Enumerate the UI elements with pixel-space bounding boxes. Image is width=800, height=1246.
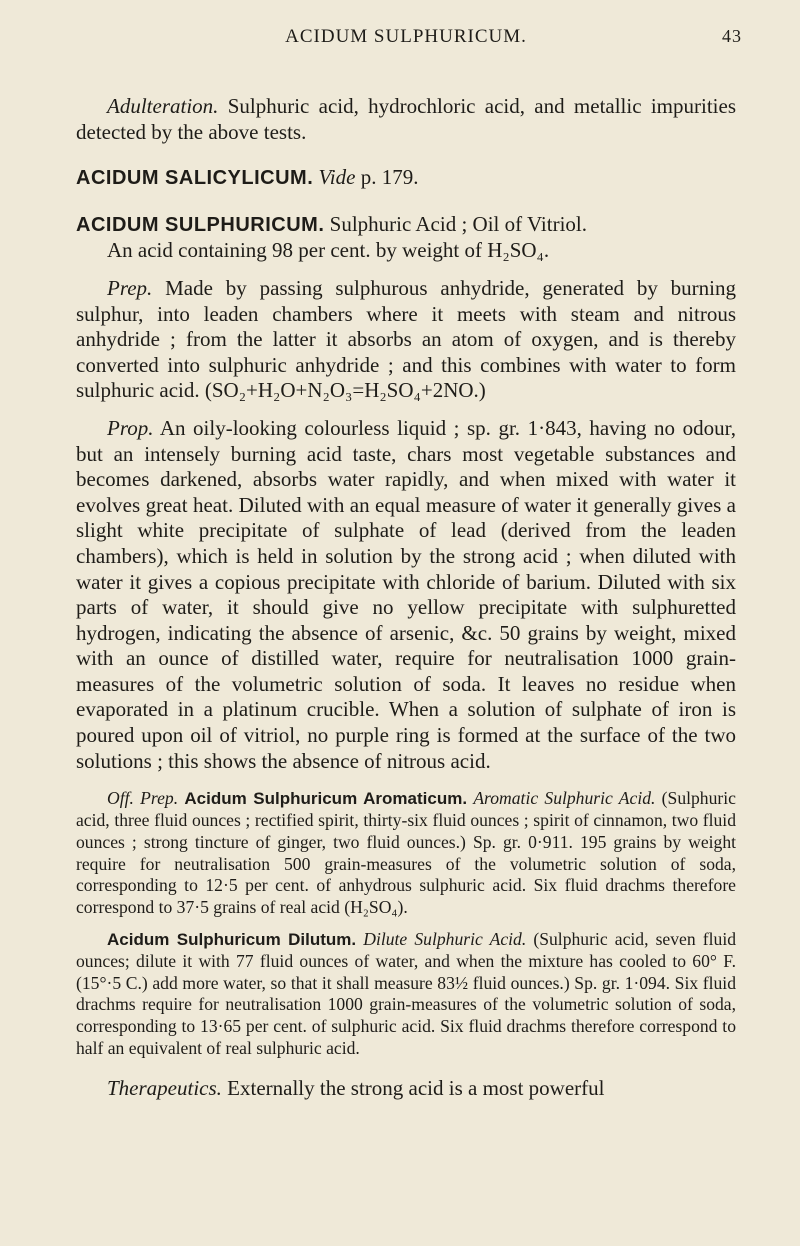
aromatic-text: (Sulphuric acid, three fluid ounces ; rectified spirit, thirty-six fluid ounces ; spirit of cinnamon, two fluid ounces ; strong tincture of ginger, two fluid ounces.) Sp. gr. 0·911. 195 grains by weight require for neutralisation 500 grain-measures of the volumetric solution of soda, corresponding to 12·5 per cent. of anhydrous sulphuric acid. Six fluid drachms therefore correspond to 37·5 grains of real acid (H₂SO₄).	[76, 788, 736, 918]
prep-text: Made by passing sulphurous anhydride, generated by burning sulphur, into leaden chambers where it meets with steam and nitrous anhydride ; from the latter it absorbs an atom of oxygen, and is thereby converted into sulphuric anhydride ; and this combines with water to form sulphuric acid. (SO₂+H₂O+N₂O₃=H₂SO₄+2NO.)	[76, 275, 736, 403]
therapeutics-paragraph	[76, 1076, 736, 1102]
prop-paragraph	[76, 416, 736, 774]
prep-paragraph	[76, 276, 736, 404]
prop-label: Prop.	[107, 415, 154, 440]
prop-text: An oily-looking colourless liquid ; sp. gr. 1·843, having no odour, but an intensely burning acid taste, chars most vegetable substances and becomes darkened, absorbs water rapidly, and when mixed with water it evolves great heat. Diluted with an equal measure of water it generally gives a slight white precipitate of sulphate of lead (derived from the leaden chambers), which is held in solution by the strong acid ; when diluted with water it gives a copious precipitate with chloride of barium. Diluted with six parts of water, it should give no yellow precipitate with sulphuretted hydrogen, indicating the absence of arsenic, &c. 50 grains by weight, mixed with an ounce of distilled water, require for neutralisation 1000 grain-measures of the volumetric solution of soda. It leaves no residue when evaporated in a platinum crucible. When a solution of sulphate of iron is poured upon oil of vitriol, no purple ring is formed at the surface of the two solutions ; this shows the absence of nitrous acid.	[76, 415, 736, 773]
sulphuricum-definition: An acid containing 98 per cent. by weight of H₂SO₄.	[107, 238, 550, 263]
salicylicum-entry	[76, 165, 736, 192]
running-head-title: ACIDUM SULPHURICUM.	[285, 26, 527, 47]
running-head	[76, 26, 742, 66]
dilute-preparation	[76, 929, 736, 1060]
aromatic-name: Acidum Sulphuricum Aromaticum.	[184, 789, 468, 809]
salicylicum-heading: ACIDUM SALICYLICUM.	[76, 167, 314, 190]
therapeutics-text: Externally the strong acid is a most powerful	[221, 1075, 605, 1100]
dilute-text: (Sulphuric acid, seven fluid ounces; dilute it with 77 fluid ounces of water, and when the mixture has cooled to 60° F. (15°·5 C.) add more water, so that it shall measure 83½ fluid ounces.) Sp. gr. 1·094. Six fluid drachms require for neutralisation 1000 grain-measures of the volumetric solution of soda, corresponding to 13·65 per cent. of sulphuric acid. Six fluid drachms therefore correspond to half an equivalent of real sulphuric acid.	[76, 929, 737, 1059]
sulphuricum-heading-line	[76, 212, 736, 239]
dilute-name: Acidum Sulphuricum Dilutum.	[107, 930, 357, 950]
off-prep-label: Off. Prep.	[107, 788, 179, 809]
adulteration-paragraph	[76, 94, 736, 145]
book-page	[76, 0, 742, 1101]
prep-label: Prep.	[107, 275, 153, 300]
main-text	[76, 94, 736, 1101]
adulteration-label: Adulteration.	[107, 94, 219, 118]
vide-label: Vide	[318, 165, 356, 190]
adulteration-text: Sulphuric acid, hydrochloric acid, and metallic impurities detected by the above tests.	[76, 94, 736, 144]
therapeutics-label: Therapeutics.	[107, 1075, 222, 1100]
page-number: 43	[722, 26, 742, 46]
aromatic-english-name: Aromatic Sulphuric Acid.	[473, 788, 656, 809]
vide-page: p. 179.	[355, 165, 419, 190]
official-preparations	[76, 788, 736, 1060]
aromatic-preparation	[76, 788, 736, 919]
dilute-english-name: Dilute Sulphuric Acid.	[363, 929, 527, 950]
sulphuricum-synonyms: Sulphuric Acid ; Oil of Vitriol.	[324, 211, 587, 236]
sulphuricum-heading: ACIDUM SULPHURICUM.	[76, 213, 325, 236]
